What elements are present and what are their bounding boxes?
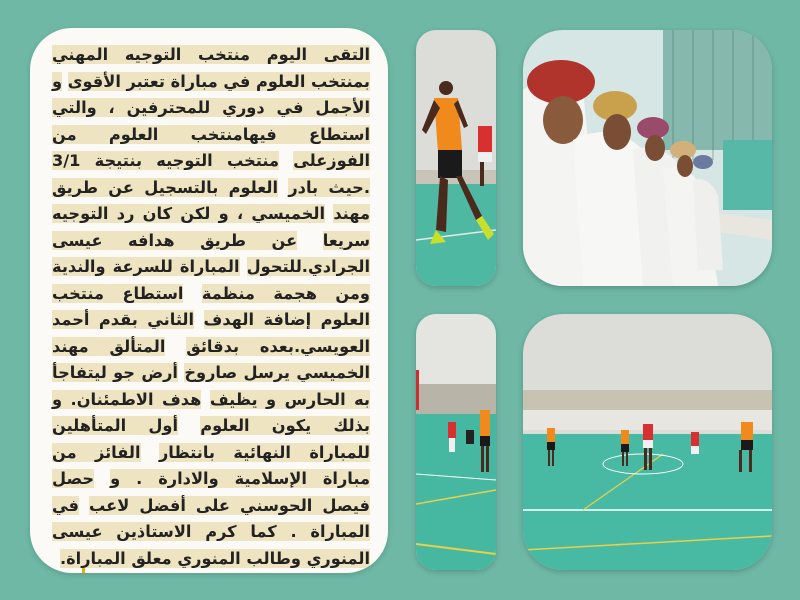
article-card bbox=[30, 28, 388, 573]
article-line: أرض جو ليتفاجأ به الحارس و يظيف bbox=[52, 363, 370, 409]
article-line: بمنتخب العلوم في مباراة تعتبر الأقوى bbox=[67, 71, 370, 91]
article-line: استطاع فيهامنتخب العلوم من الفوزعلى bbox=[52, 124, 370, 170]
article-line: العلوم بالتسجيل عن طريق مهند bbox=[52, 177, 370, 223]
article-line: استطاع منتخب العلوم إضافة الهدف bbox=[52, 283, 370, 329]
article-line: في المباراة . كما كرم الاستاذين عيسى bbox=[52, 495, 370, 541]
photo-court-match bbox=[523, 314, 772, 570]
article-line: المتألق مهند الخميسي يرسل صاروخ bbox=[52, 336, 370, 382]
photo-court-goal bbox=[416, 314, 496, 570]
article-line: عن طريق هدافه عيسى الجرادي.للتحول bbox=[52, 230, 370, 276]
text-cursor-end bbox=[82, 568, 85, 573]
article-line: التقى اليوم منتخب التوجيه المهني bbox=[52, 45, 370, 64]
article-text[interactable] bbox=[52, 42, 370, 572]
article-line: الفائز من مباراة الإسلامية والادارة . و bbox=[52, 442, 370, 488]
article-line: أول المتأهلين للمباراة النهائية بانتظار bbox=[52, 416, 370, 462]
article-line: المباراة للسرعة والندية ومن هجمة منظمة bbox=[52, 257, 370, 303]
photo-player-closeup bbox=[416, 30, 496, 286]
article-line: الخميسي ، و لكن كان رد التوجيه سريعا bbox=[52, 204, 370, 250]
article-line: الثاني بقدم أحمد العويسي.بعده بدقائق bbox=[52, 310, 371, 356]
article-line: منتخب التوجيه بنتيجة 3/1 .حيث بادر bbox=[52, 151, 370, 197]
article-line: المنوري وطالب المنوري معلق المباراة. bbox=[59, 548, 370, 568]
article-line: حصل فيصل الحوسني على أفضل لاعب bbox=[52, 469, 370, 515]
article-line: هدف الاطمئنان. و بذلك يكون العلوم bbox=[52, 389, 370, 435]
article-line: و الأجمل في دوري للمحترفين ، والتي bbox=[51, 71, 370, 117]
photo-spectators bbox=[523, 30, 772, 286]
